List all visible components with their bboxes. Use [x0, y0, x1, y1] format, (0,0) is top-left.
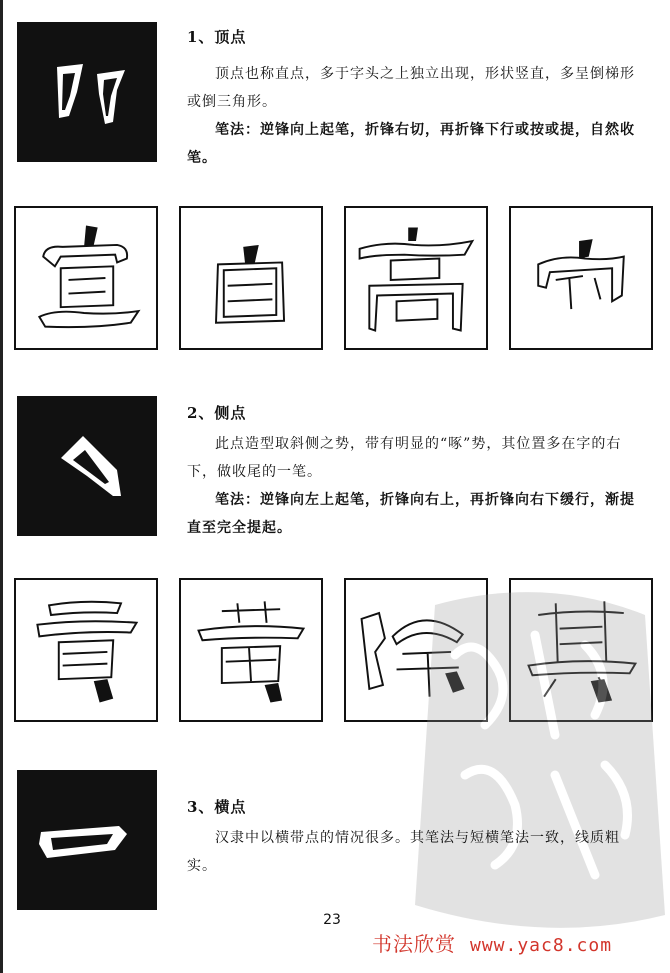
character-illustration-huang — [181, 580, 321, 720]
example-character-box — [179, 578, 323, 722]
technique-paragraph: 笔法：逆锋向上起笔，折锋右切，再折锋下行或按或提，自然收笔。 — [187, 122, 635, 166]
description-paragraph: 汉隶中以横带点的情况很多。其笔法与短横笔法一致，线质粗实。 — [187, 830, 620, 874]
example-character-box — [14, 578, 158, 722]
footer-site-name: 书法欣赏 — [372, 932, 456, 956]
page-number: 23 — [323, 912, 341, 928]
dot-stroke-sample-horizontal — [17, 770, 157, 910]
character-illustration-gong — [16, 580, 156, 720]
side-dot-illustration — [17, 396, 157, 536]
example-character-box — [14, 206, 158, 350]
character-illustration-xuan — [16, 208, 156, 348]
example-character-box — [509, 206, 653, 350]
dot-stroke-sample-side — [17, 396, 157, 536]
dot-stroke-sample-vertical — [17, 22, 157, 162]
section-body — [187, 824, 647, 880]
vertical-dot-illustration — [17, 22, 157, 162]
example-character-box — [179, 206, 323, 350]
technique-paragraph: 笔法：逆锋向左上起笔，折锋向右上，再折锋向右下缓行，渐提直至完全提起。 — [187, 492, 635, 536]
section-title: 3、横点 — [187, 798, 247, 816]
section-title: 1、顶点 — [187, 28, 247, 46]
character-illustration-zi — [181, 208, 321, 348]
section-title: 2、侧点 — [187, 404, 247, 422]
footer-watermark — [372, 928, 612, 957]
section-body — [187, 430, 647, 542]
example-character-box — [344, 206, 488, 350]
description-paragraph: 顶点也称直点，多于字头之上独立出现，形状竖直，多呈倒梯形或倒三角形。 — [187, 66, 635, 110]
section-body — [187, 60, 647, 172]
character-illustration-gao — [346, 208, 486, 348]
character-illustration-shou — [511, 208, 651, 348]
seal-stamp-watermark — [395, 575, 670, 935]
description-paragraph: 此点造型取斜侧之势，带有明显的“啄”势，其位置多在字的右下，做收尾的一笔。 — [187, 436, 622, 480]
footer-url: www.yac8.com — [470, 935, 613, 956]
horizontal-dot-illustration — [17, 770, 157, 910]
page-edge-rule — [0, 0, 3, 973]
